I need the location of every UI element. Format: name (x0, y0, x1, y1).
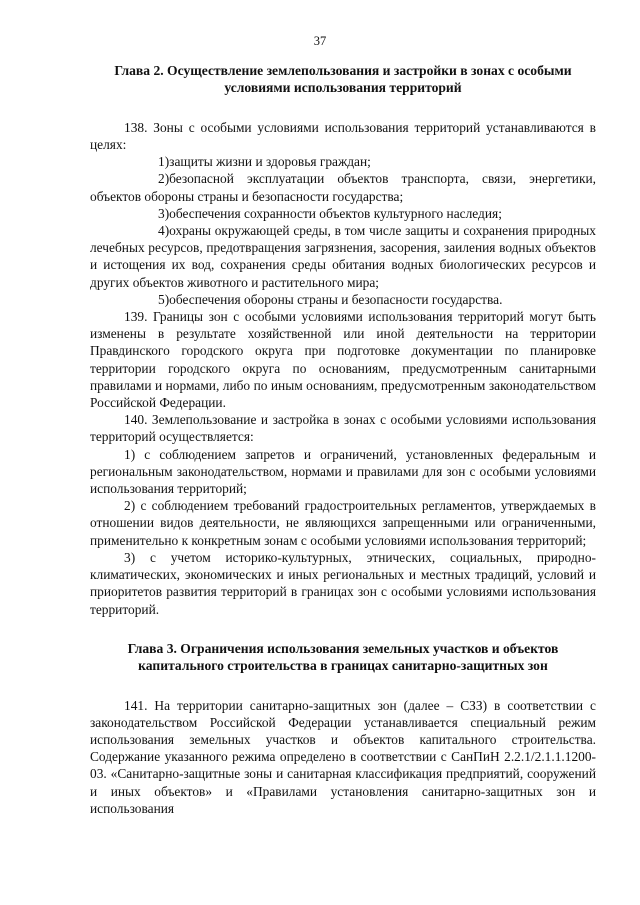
list-item (90, 205, 596, 222)
chapter-2-title: Глава 2. Осуществление землепользования и застройки в зонах с особыми условиями использования территорий (114, 63, 572, 96)
list-item-number: 4) (158, 223, 170, 239)
list-item (90, 153, 596, 170)
list-item-number: 2) (158, 171, 170, 187)
page-content (90, 62, 596, 817)
paragraph-140-item-1: 1) с соблюдением запретов и ограничений, установленных федеральным и региональным законодательством, нормами и правилами для зон с особыми условиями использования территорий; (90, 446, 596, 497)
list-item-text: защиты жизни и здоровья граждан; (169, 154, 371, 170)
list-item-number: 3) (158, 205, 170, 221)
list-item-number: 1) (158, 154, 170, 170)
list-item-number: 5) (158, 291, 170, 307)
paragraph-140-item-3: 3) с учетом историко-культурных, этнических, социальных, природно-климатических, экономических и иных региональных и местных традиций, условий и приоритетов развития территорий в границах зон с особыми условиями использования территорий. (90, 549, 596, 617)
list-item-text: безопасной эксплуатации объектов транспорта, связи, энергетики, объектов обороны страны и безопасности государства; (90, 171, 596, 204)
list-item (90, 291, 596, 308)
paragraph-140-intro: 140. Землепользование и застройка в зонах с особыми условиями использования территорий осуществляется: (90, 412, 596, 445)
paragraph-138-intro: 138. Зоны с особыми условиями использования территорий устанавливаются в целях: (90, 119, 596, 153)
paragraph-141: 141. На территории санитарно-защитных зон (далее – СЗЗ) в соответствии с законодательством Российской Федерации устанавливается специальный режим использования земельных участков и объектов капитального строительства. Содержание указанного режима определено в соответствии с СанПиН 2.2.1/2.1.1.1200-03. «Санитарно-защитные зоны и санитарная классификация предприятий, сооружений и иных объектов» и «Правилами установления санитарно-защитных зон и использования (90, 697, 596, 816)
paragraph-139: 139. Границы зон с особыми условиями использования территорий могут быть изменены в результате хозяйственной или иной деятельности на территории Правдинского городского округа при подготовке документации по планировке территории городского округа по основаниям, предусмотренным санитарными правилами и нормами, либо по иным основаниям, предусмотренным законодательством Российской Федерации. (90, 309, 596, 411)
list-item-text: обеспечения сохранности объектов культурного наследия; (169, 205, 502, 221)
list-item-text: охраны окружающей среды, в том числе защиты и сохранения природных лечебных ресурсов, предотвращения загрязнения, засорения, заиления водных объектов и истощения их вод, сохранения среды обитания водных биологических ресурсов и других объектов животного и растительного мира; (90, 223, 596, 290)
list-item (90, 170, 596, 204)
list-item (90, 222, 596, 291)
page-number: 37 (313, 34, 327, 48)
list-item-text: обеспечения обороны страны и безопасности государства. (169, 291, 503, 307)
chapter-3-title: Глава 3. Ограничения использования земельных участков и объектов капитального строительства в границах санитарно-защитных зон (127, 640, 559, 674)
paragraph-140-item-2: 2) с соблюдением требований градостроительных регламентов, утверждаемых в отношении видов деятельности, не являющихся запрещенными или ограниченными, применительно к конкретным зонам с особыми условиями использования территорий; (90, 498, 596, 548)
